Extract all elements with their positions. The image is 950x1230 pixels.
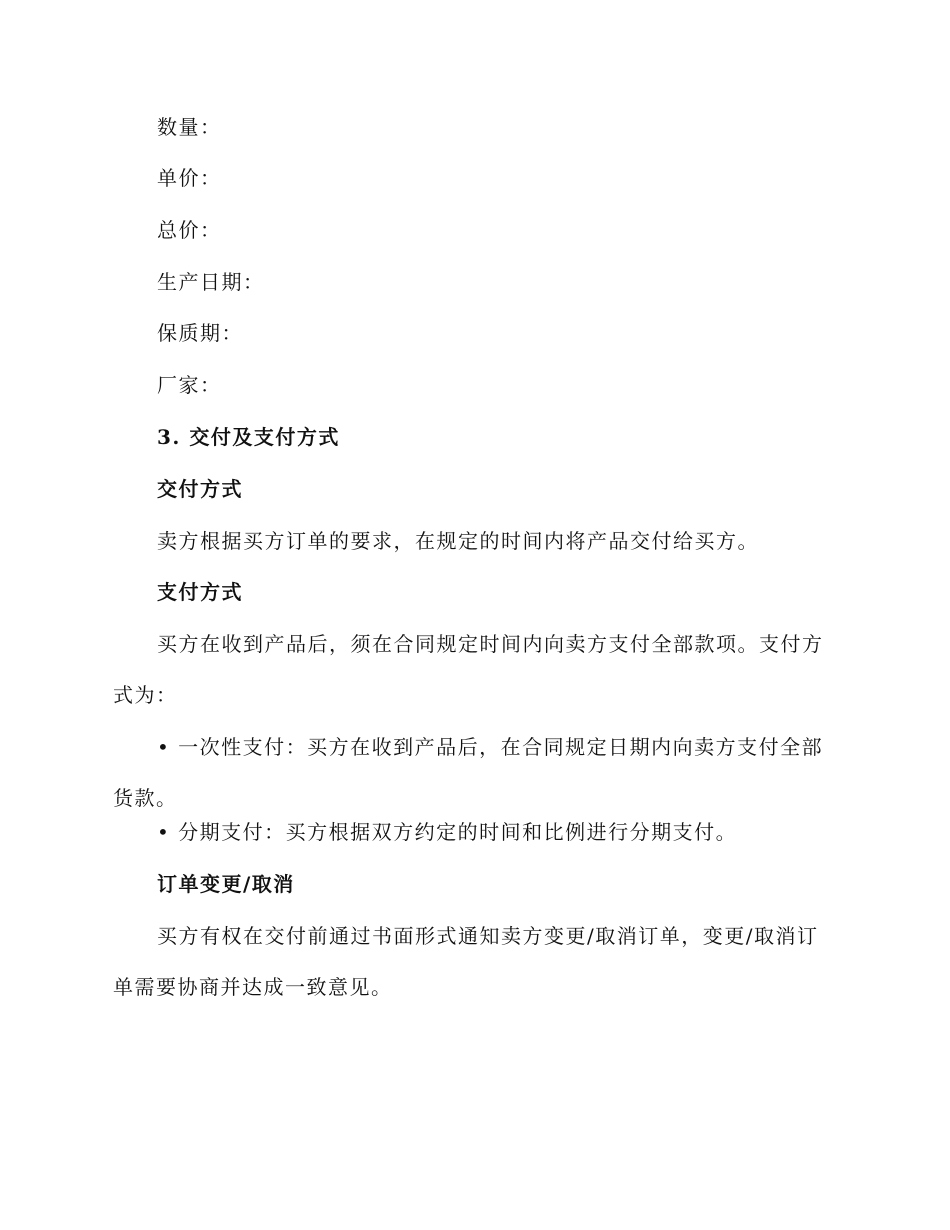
section-heading: 3. 交付及支付方式: [157, 425, 340, 449]
payment-option-installment: • 分期支付：买方根据双方约定的时间和比例进行分期支付。: [157, 820, 738, 844]
payment-text: 买方在收到产品后，须在合同规定时间内向卖方支付全部款项。支付方式为：: [113, 632, 824, 707]
delivery-text: 卖方根据买方订单的要求，在规定的时间内将产品交付给买方。: [157, 529, 759, 553]
field-quantity: 数量：: [157, 115, 222, 139]
field-manufacturer: 厂家：: [157, 373, 222, 397]
order-change-text: 买方有权在交付前通过书面形式通知卖方变更/取消订单，变更/取消订单需要协商并达成一致意见。: [113, 924, 819, 999]
order-change-heading: 订单变更/取消: [157, 872, 295, 896]
field-total-price: 总价：: [157, 218, 222, 242]
delivery-heading: 交付方式: [157, 477, 243, 501]
payment-heading: 支付方式: [157, 580, 243, 604]
payment-option-lump-sum: • 一次性支付：买方在收到产品后，在合同规定日期内向卖方支付全部货款。: [113, 735, 824, 810]
field-shelf-life: 保质期：: [157, 321, 243, 345]
field-unit-price: 单价：: [157, 166, 222, 190]
field-production-date: 生产日期：: [157, 270, 265, 294]
